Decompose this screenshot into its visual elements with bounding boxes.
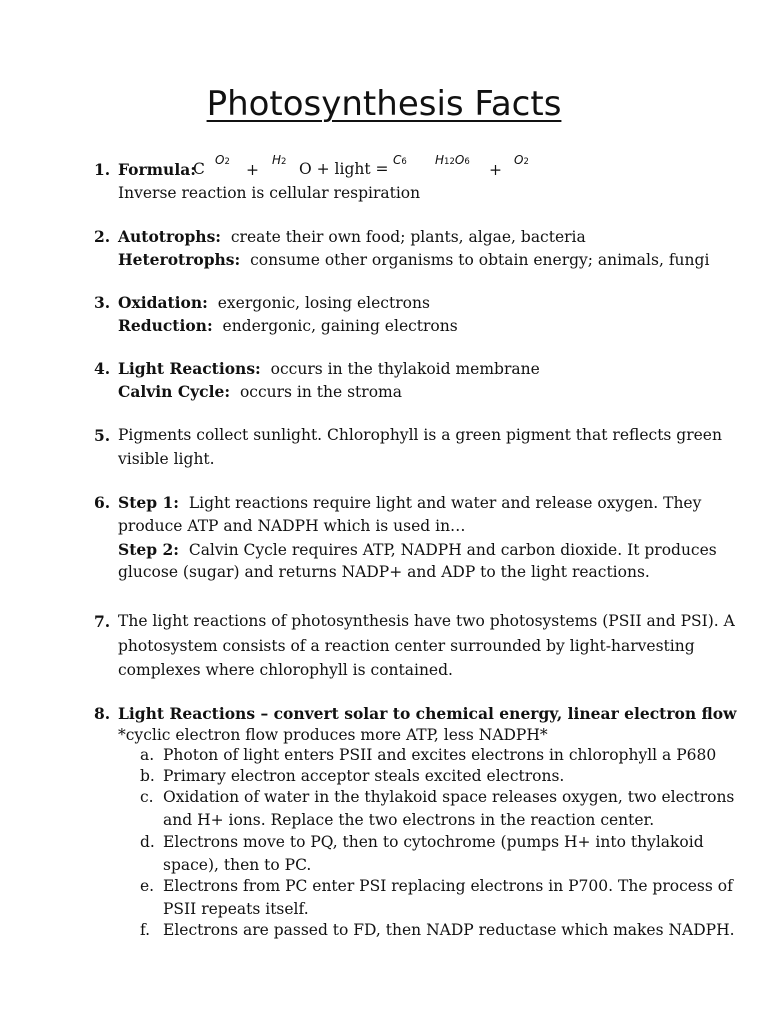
item-number-4: 4.	[94, 359, 111, 378]
item-number-8: 8.	[94, 704, 111, 723]
photosystems-line-2: photosystem consists of a reaction center surrounded by light-harvesting	[118, 637, 695, 655]
sub-item-c-line-2: and H+ ions. Replace the two electrons in the reaction center.	[163, 811, 655, 829]
formula-plus-2: +	[489, 161, 502, 179]
calvin-cycle-line: Calvin Cycle: occurs in the stroma	[118, 382, 402, 401]
photosystems-line-1: The light reactions of photosynthesis have two photosystems (PSII and PSI). A	[118, 612, 735, 630]
formula-inverse: Inverse reaction is cellular respiration	[118, 184, 421, 202]
step2-continuation: glucose (sugar) and returns NADP+ and ADP to the light reactions.	[118, 563, 650, 581]
photosystems-line-3: complexes where chlorophyll is contained.	[118, 661, 453, 679]
cyclic-flow-note: *cyclic electron flow produces more ATP, less NADPH*	[118, 726, 548, 744]
heterotrophs-line: Heterotrophs: consume other organisms to obtain energy; animals, fungi	[118, 250, 710, 269]
step2-line: Step 2: Calvin Cycle requires ATP, NADPH and carbon dioxide. It produces	[118, 540, 717, 559]
light-reactions-line: Light Reactions: occurs in the thylakoid membrane	[118, 359, 540, 378]
formula-o2-reactant: O2	[215, 153, 230, 167]
sub-label-a: a.	[140, 746, 155, 764]
sub-label-f: f.	[140, 921, 151, 939]
formula-line	[118, 152, 678, 182]
oxidation-line: Oxidation: exergonic, losing electrons	[118, 293, 430, 312]
pigments-line-1: Pigments collect sunlight. Chlorophyll is a green pigment that reflects green	[118, 426, 722, 444]
sub-label-c: c.	[140, 788, 154, 806]
light-reactions-heading: Light Reactions – convert solar to chemical energy, linear electron flow	[118, 704, 737, 723]
formula-h12o6: H12O6	[435, 153, 470, 167]
sub-item-d-line-1: Electrons move to PQ, then to cytochrome (pumps H+ into thylakoid	[163, 833, 704, 851]
item-number-1: 1.	[94, 160, 111, 179]
sub-item-a: Photon of light enters PSII and excites electrons in chlorophyll a P680	[163, 746, 717, 764]
formula-plus-1: +	[246, 161, 259, 179]
item-number-6: 6.	[94, 493, 111, 512]
formula-rest: O + light =	[299, 160, 389, 178]
sub-label-d: d.	[140, 833, 155, 851]
formula-h2: H2	[272, 153, 287, 167]
pigments-line-2: visible light.	[118, 450, 215, 468]
item-number-7: 7.	[94, 612, 111, 631]
sub-label-b: b.	[140, 767, 155, 785]
formula-carbon: C	[193, 160, 205, 178]
step1-line: Step 1: Light reactions require light and water and release oxygen. They	[118, 493, 702, 512]
autotrophs-line: Autotrophs: create their own food; plants, algae, bacteria	[118, 227, 586, 246]
formula-o2-product: O2	[514, 153, 529, 167]
sub-item-e-line-2: PSII repeats itself.	[163, 900, 309, 918]
formula-c6: C6	[393, 153, 407, 167]
item-number-2: 2.	[94, 227, 111, 246]
reduction-line: Reduction: endergonic, gaining electrons	[118, 316, 458, 335]
sub-item-f: Electrons are passed to FD, then NADP reductase which makes NADPH.	[163, 921, 735, 939]
step1-continuation: produce ATP and NADPH which is used in…	[118, 517, 466, 535]
sub-item-e-line-1: Electrons from PC enter PSI replacing electrons in P700. The process of	[163, 877, 733, 895]
item-number-3: 3.	[94, 293, 111, 312]
sub-item-b: Primary electron acceptor steals excited electrons.	[163, 767, 565, 785]
formula-label: Formula:	[118, 160, 196, 179]
sub-item-d-line-2: space), then to PC.	[163, 856, 312, 874]
item-number-5: 5.	[94, 426, 111, 445]
sub-item-c-line-1: Oxidation of water in the thylakoid space releases oxygen, two electrons	[163, 788, 735, 806]
sub-label-e: e.	[140, 877, 155, 895]
page-title: Photosynthesis Facts	[206, 84, 562, 124]
